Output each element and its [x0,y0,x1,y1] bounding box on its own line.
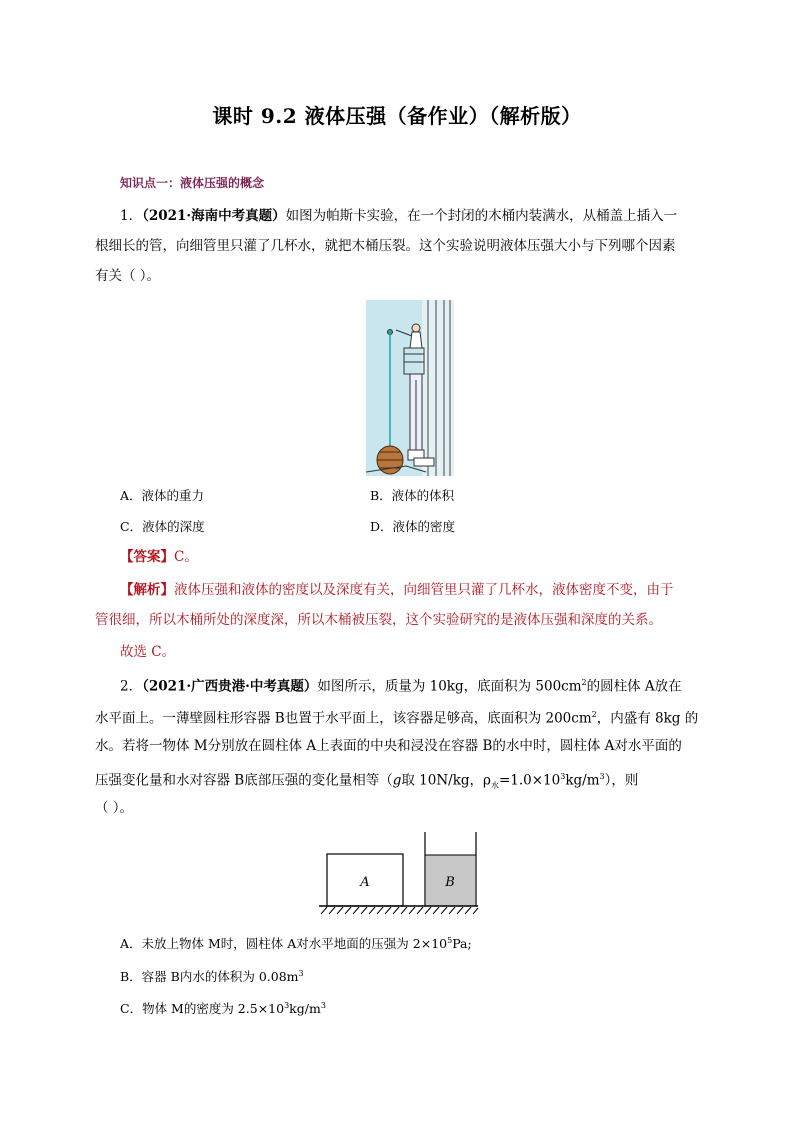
label-b: B [445,875,455,890]
q2-option-a-sup: 5 [447,936,453,945]
q2-line1 [120,672,700,698]
label-a: A [360,875,370,890]
q1-option-b[interactable]: B．液体的体积 [370,488,455,503]
q1-line2: 根细长的管，向细管里只灌了几杯水，就把木桶压裂。这个实验说明液体压强大小与下列哪个因素 [95,238,676,254]
q2-option-c-text: C．物体 M的密度为 2.5×10 [120,1001,285,1017]
pascal-barrel-figure [366,300,454,476]
q2-line4 [95,766,700,797]
section-heading: 知识点一：液体压强的概念 [120,176,265,190]
q2-line5: （ ）。 [95,800,134,816]
q2-text-4c: =1.0×10 [498,772,561,789]
q2-rho-sub: 水 [490,781,499,791]
cylinder-container-figure [315,830,480,918]
q2-option-c-sup2: 3 [320,1001,326,1010]
q2-line3: 水。若将一物体 M分别放在圆柱体 A上表面的中央和浸没在容器 B的水中时，圆柱体 A对水平面的 [95,738,682,754]
q1-source: （2021·海南中考真题） [142,208,286,224]
q2-sup-4: 3 [560,772,566,781]
q2-option-a-text: A．未放上物体 M时，圆柱体 A对水平地面的压强为 2×10 [120,936,448,952]
q2-sup-4b: 3 [599,772,605,781]
q1-line3: 有关（ ）。 [95,268,161,284]
q1-option-d[interactable]: D．液体的密度 [370,519,456,534]
q2-text-2: 水平面上。一薄壁圆柱形容器 B也置于水平面上，该容器足够高，底面积为 200cm [95,710,592,727]
q2-sup-2: 2 [591,710,597,719]
q2-option-a[interactable] [120,931,472,954]
q2-option-b-text: B．容器 B内水的体积为 0.08m [120,969,299,985]
q2-number: 2． [120,678,143,695]
q1-option-a[interactable]: A．液体的重力 [120,488,205,503]
q2-option-c-sup: 3 [284,1001,290,1010]
q2-g-symbol: g [392,772,402,789]
q1-analysis-line1 [120,579,700,601]
q2-option-b-sup: 3 [298,969,304,978]
q2-text-4b: 取 10N/kg，ρ [401,772,491,789]
answer-value: C。 [174,549,198,565]
q2-option-c-end: kg/m [289,1001,321,1017]
analysis-label: 【解析】 [120,582,174,598]
q1-analysis-line2: 管很细，所以木桶所处的深度深，所以木桶被压裂，这个实验研究的是液体压强和深度的关系。 [95,612,662,628]
q1-conclusion: 故选 C。 [120,644,176,660]
q2-text-1: 如图所示，质量为 10kg，底面积为 500cm [317,678,582,695]
q2-line2 [95,704,700,730]
q2-text-4e: ），则 [604,772,639,789]
q1-line1 [120,205,700,227]
q2-option-c[interactable] [120,996,326,1019]
answer-label: 【答案】 [120,549,174,565]
q2-text-2-end: ，内盛有 8kg 的 [596,710,699,727]
q2-text-4a: 压强变化量和水对容器 B底部压强的变化量相等（ [95,772,393,789]
q2-source: （2021·广西贵港·中考真题） [142,678,318,695]
q2-option-a-end: Pa; [452,936,472,952]
q2-option-b[interactable] [120,964,304,987]
q1-option-c[interactable]: C．液体的深度 [120,519,205,534]
q1-text-1: 如图为帕斯卡实验，在一个封闭的木桶内装满水，从桶盖上插入一 [285,208,678,224]
q2-sup-1: 2 [581,678,587,687]
q2-text-1-end: 的圆柱体 A放在 [586,678,682,695]
q1-number: 1． [120,208,143,224]
analysis-text-1: 液体压强和液体的密度以及深度有关，向细管里只灌了几杯水，液体密度不变，由于 [174,582,674,598]
q1-answer [120,546,700,568]
page-title: 课时 9.2 液体压强（备作业）（解析版） [212,104,582,128]
q2-text-4d: kg/m [565,772,600,789]
